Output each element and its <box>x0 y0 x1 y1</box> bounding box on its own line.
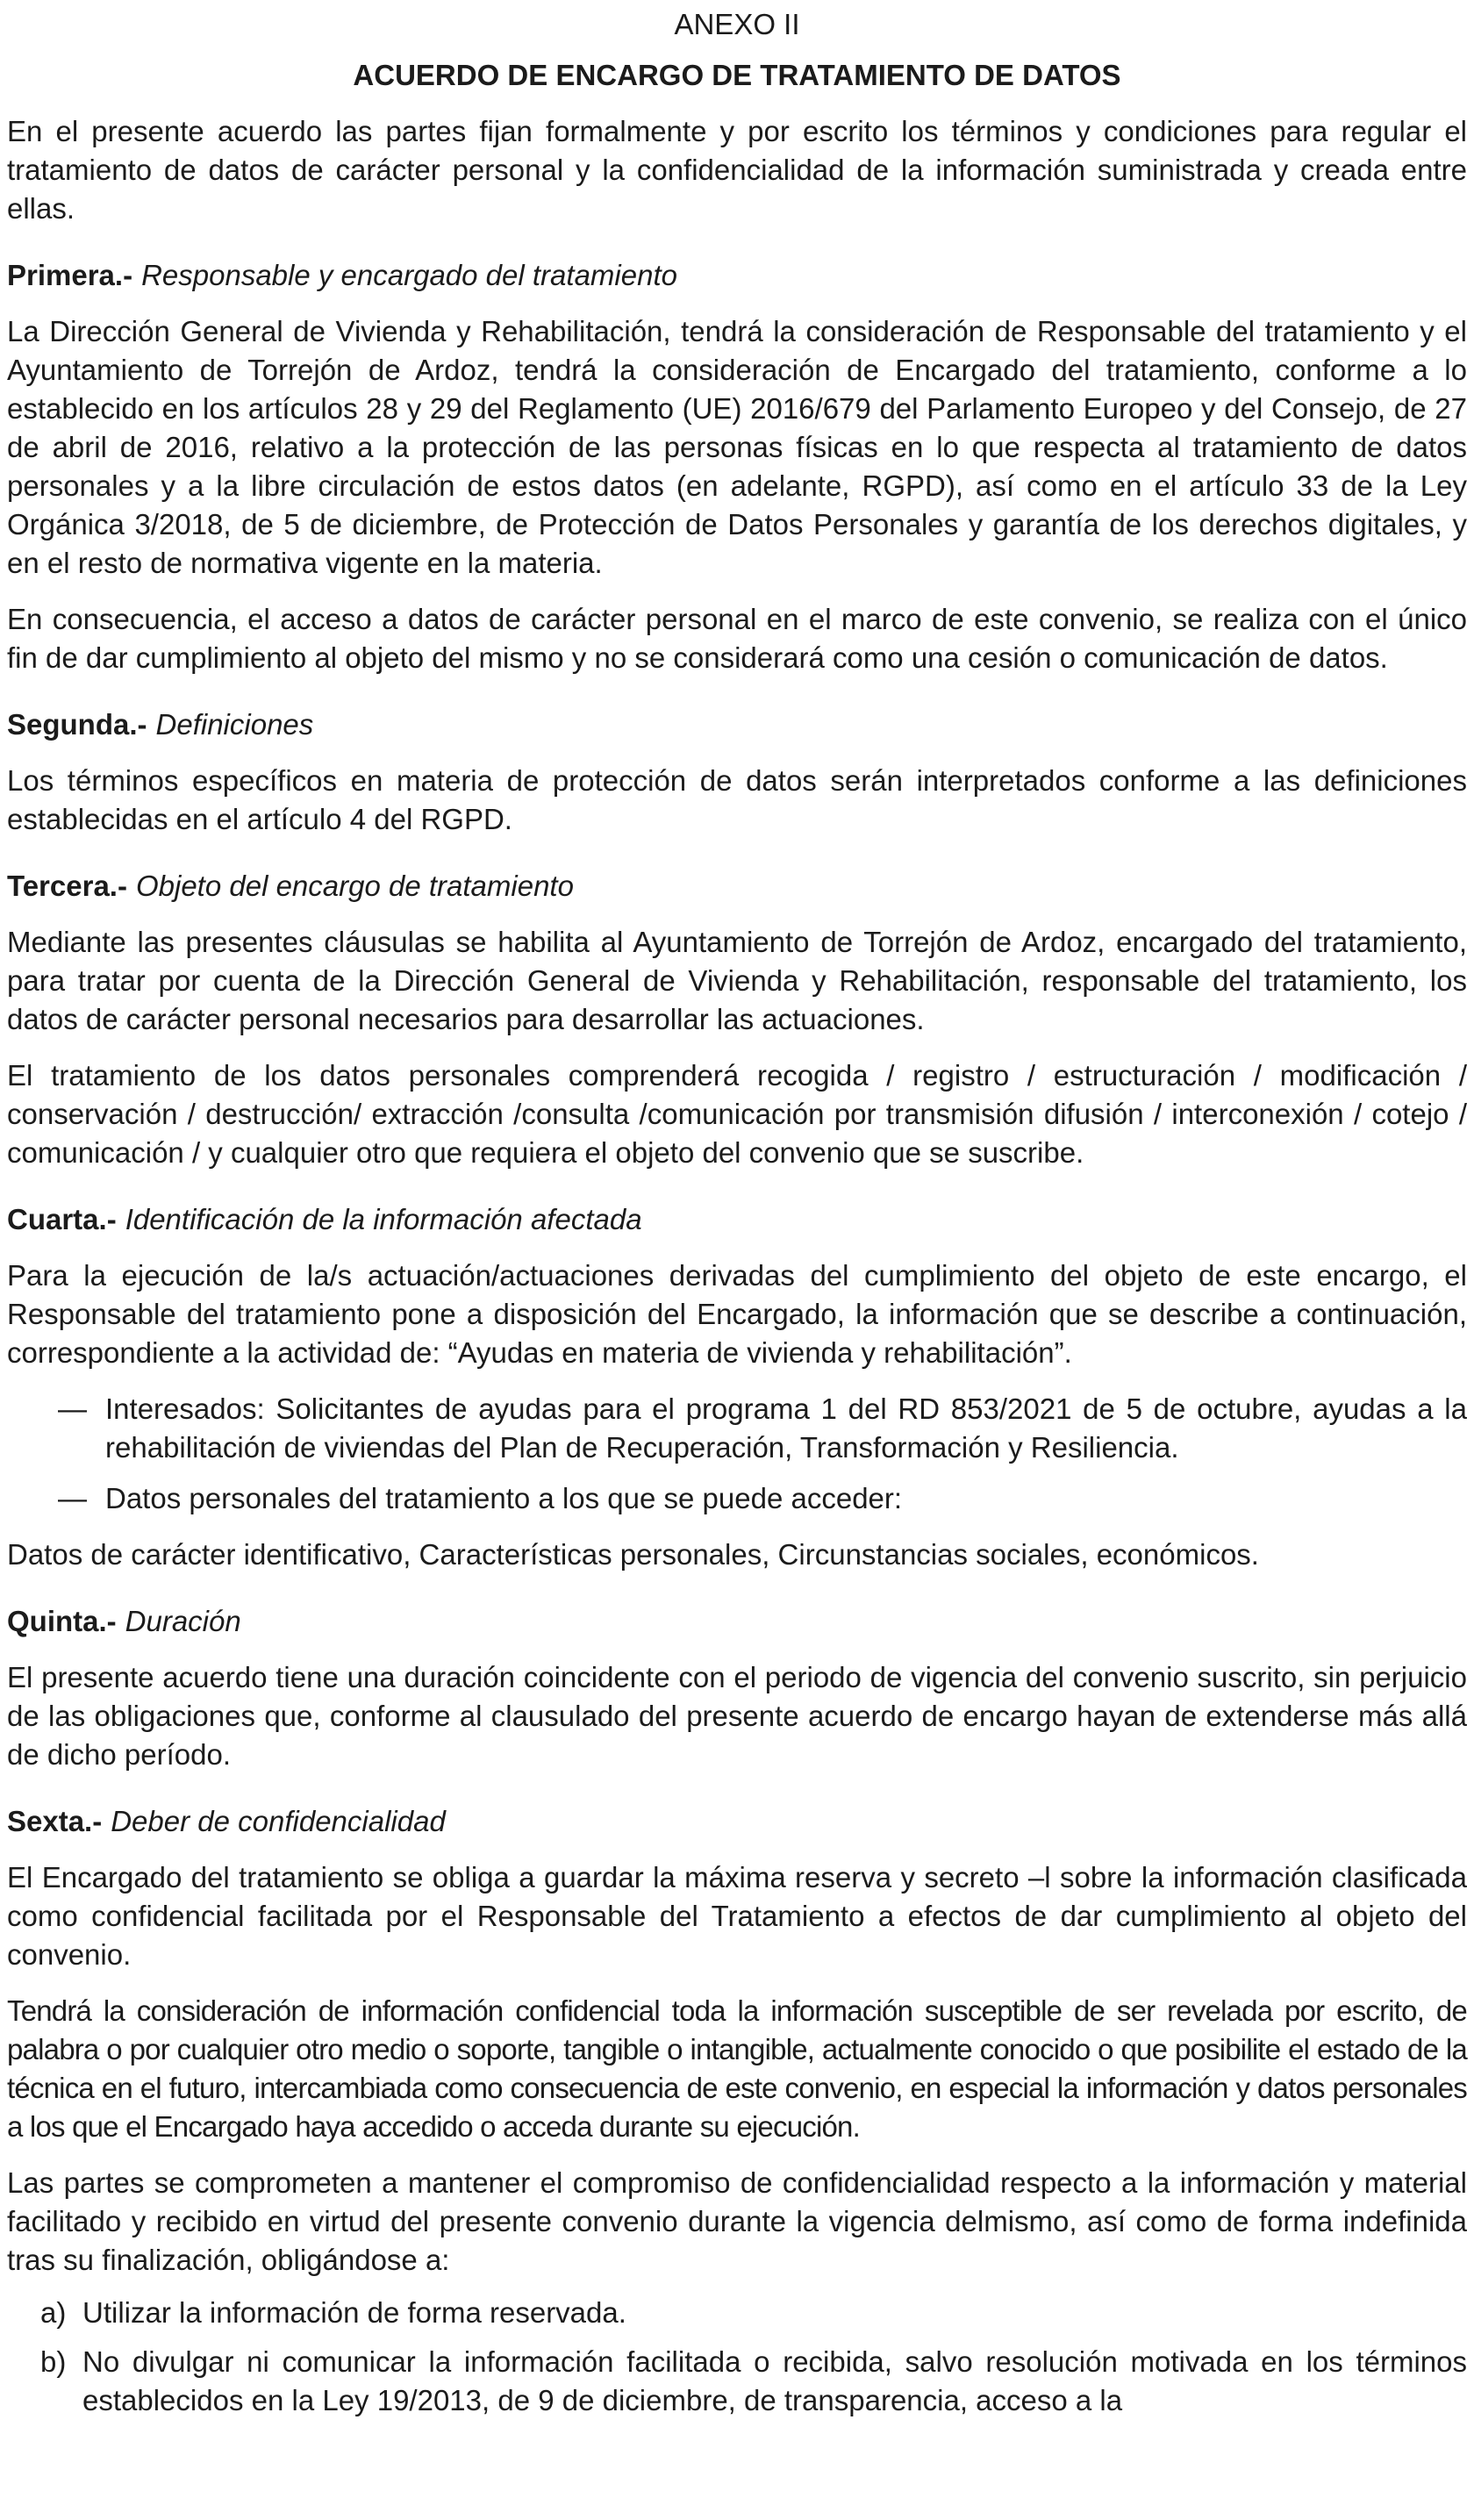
section-primera-label: Primera.- <box>7 259 133 291</box>
section-tercera-heading <box>7 867 1467 906</box>
lettered-item-text: No divulgar ni comunicar la información facilitada o recibida, salvo resolución motivada en los términos establecidos en la Ley 19/2013, de 9 de diciembre, de transparencia, acceso a la <box>82 2345 1467 2416</box>
letter-marker: a) <box>40 2296 67 2329</box>
bullet-item <box>7 1479 1467 1518</box>
section-cuarta-heading <box>7 1200 1467 1239</box>
section-sexta-label: Sexta.- <box>7 1805 103 1837</box>
bullet-text: Datos personales del tratamiento a los que se puede acceder: <box>105 1482 903 1514</box>
section-sexta-paragraph-1: El Encargado del tratamiento se obliga a guardar la máxima reserva y secreto –l sobre la información clasificada como confidencial facilitada por el Responsable del Tratamiento a efectos de dar cumplimiento al objeto del convenio. <box>7 1861 1467 1971</box>
dash-marker: — <box>58 1392 87 1425</box>
section-sexta-heading <box>7 1802 1467 1841</box>
section-cuarta-paragraph-1: Para la ejecución de la/s actuación/actuaciones derivadas del cumplimiento del objeto de este encargo, el Responsable del tratamiento pone a disposición del Encargado, la información que se describe a continuación, correspondiente a la actividad de: “Ayudas en materia de vivienda y rehabilitación”. <box>7 1259 1467 1369</box>
section-sexta-paragraph-2: Tendrá la consideración de información confidencial toda la información susceptible de ser revelada por escrito, de palabra o por cualquier otro medio o soporte, tangible o intangible, actualmente conocido o que posibilite el estado de la técnica en el futuro, intercambiada como consecuencia de este convenio, en especial la información y datos personales a los que el Encargado haya accedido o acceda durante su ejecución. <box>7 1994 1467 2143</box>
section-tercera-paragraph-2: El tratamiento de los datos personales comprenderá recogida / registro / estructuración / modificación / conservación / destrucción/ extracción /consulta /comunicación por transmisión difusión / interconexión / cotejo / comunicación / y cualquier otro que requiera el objeto del convenio que se suscribe. <box>7 1059 1467 1169</box>
section-quinta-title: Duración <box>125 1605 241 1637</box>
section-segunda-paragraph-1: Los términos específicos en materia de protección de datos serán interpretados conforme a las definiciones establecidas en el artículo 4 del RGPD. <box>7 764 1467 835</box>
cuarta-bullet-list <box>7 1390 1467 1518</box>
section-quinta-paragraph-1: El presente acuerdo tiene una duración coincidente con el periodo de vigencia del convenio suscrito, sin perjuicio de las obligaciones que, conforme al clausulado del presente acuerdo de encargo hayan de extenderse más allá de dicho período. <box>7 1661 1467 1771</box>
letter-marker: b) <box>40 2345 67 2378</box>
section-cuarta-title: Identificación de la información afectada <box>125 1203 642 1235</box>
section-primera-heading <box>7 256 1467 295</box>
lettered-item <box>7 2343 1467 2420</box>
sexta-lettered-list <box>7 2294 1467 2420</box>
section-cuarta-closing-paragraph: Datos de carácter identificativo, Características personales, Circunstancias sociales, económicos. <box>7 1538 1259 1571</box>
section-sexta-title: Deber de confidencialidad <box>111 1805 446 1837</box>
section-segunda-heading <box>7 705 1467 744</box>
bullet-text: Interesados: Solicitantes de ayudas para el programa 1 del RD 853/2021 de 5 de octubre, ayudas a la rehabilitación de viviendas del Plan de Recuperación, Transformación y Resiliencia. <box>105 1392 1467 1464</box>
lettered-item-text: Utilizar la información de forma reservada. <box>82 2296 626 2329</box>
section-tercera-label: Tercera.- <box>7 870 127 902</box>
dash-marker: — <box>58 1482 87 1514</box>
section-sexta-paragraph-3: Las partes se comprometen a mantener el compromiso de confidencialidad respecto a la información y material facilitado y recibido en virtud del presente convenio durante la vigencia delmismo, así como de forma indefinida tras su finalización, obligándose a: <box>7 2166 1467 2276</box>
section-primera-paragraph-1: La Dirección General de Vivienda y Rehabilitación, tendrá la consideración de Responsable del tratamiento y el Ayuntamiento de Torrejón de Ardoz, tendrá la consideración de Encargado del tratamiento, conforme a lo establecido en los artículos 28 y 29 del Reglamento (UE) 2016/679 del Parlamento Europeo y del Consejo, de 27 de abril de 2016, relativo a la protección de las personas físicas en lo que respecta al tratamiento de datos personales y a la libre circulación de estos datos (en adelante, RGPD), así como en el artículo 33 de la Ley Orgánica 3/2018, de 5 de diciembre, de Protección de Datos Personales y garantía de los derechos digitales, y en el resto de normativa vigente en la materia. <box>7 315 1467 579</box>
bullet-item <box>7 1390 1467 1467</box>
document-subtitle: ACUERDO DE ENCARGO DE TRATAMIENTO DE DATOS <box>353 59 1121 91</box>
section-segunda-label: Segunda.- <box>7 708 147 741</box>
section-tercera-paragraph-1: Mediante las presentes cláusulas se habilita al Ayuntamiento de Torrejón de Ardoz, encargado del tratamiento, para tratar por cuenta de la Dirección General de Vivienda y Rehabilitación, responsable del tratamiento, los datos de carácter personal necesarios para desarrollar las actuaciones. <box>7 926 1467 1035</box>
section-primera-title: Responsable y encargado del tratamiento <box>141 259 677 291</box>
section-cuarta-label: Cuarta.- <box>7 1203 117 1235</box>
intro-paragraph: En el presente acuerdo las partes fijan formalmente y por escrito los términos y condiciones para regular el tratamiento de datos de carácter personal y la confidencialidad de la información suministrada y creada entre ellas. <box>7 115 1467 225</box>
section-tercera-title: Objeto del encargo de tratamiento <box>135 870 574 902</box>
document-title: ANEXO II <box>674 8 800 40</box>
section-segunda-title: Definiciones <box>155 708 314 741</box>
section-quinta-label: Quinta.- <box>7 1605 117 1637</box>
section-quinta-heading <box>7 1602 1467 1641</box>
section-primera-paragraph-2: En consecuencia, el acceso a datos de carácter personal en el marco de este convenio, se realiza con el único fin de dar cumplimiento al objeto del mismo y no se considerará como una cesión o comunicación de datos. <box>7 603 1467 674</box>
lettered-item <box>7 2294 1467 2332</box>
